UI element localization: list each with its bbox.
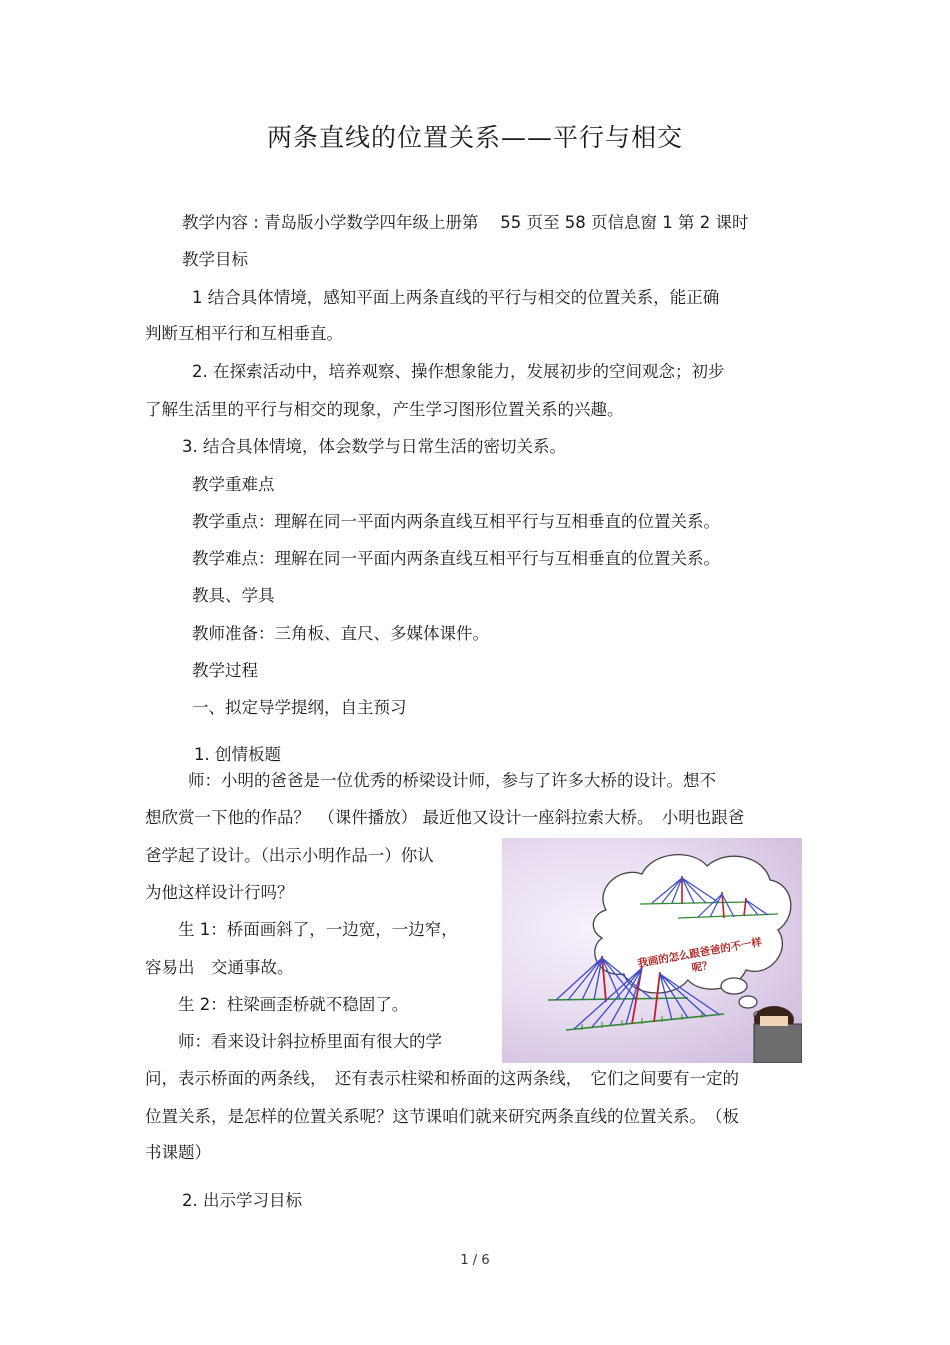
step-1-heading: 1. 创情板题 (194, 745, 281, 764)
key-point: 教学重点：理解在同一平面内两条直线互相平行与互相垂直的位置关系。 (192, 512, 720, 531)
teacher-preparation: 教师准备：三角板、直尺、多媒体课件。 (192, 624, 489, 643)
teacher-intro-line-a: 师：小明的爸爸是一位优秀的桥梁设计师，参与了许多大桥的设计。想不 (188, 771, 716, 790)
tools-heading: 教具、学具 (192, 586, 275, 605)
teacher-intro-line-d: 为他这样设计行吗？ (145, 883, 294, 902)
goal-3: 3. 结合具体情境，体会数学与日常生活的密切关系。 (182, 437, 566, 456)
difficult-point: 教学难点：理解在同一平面内两条直线互相平行与互相垂直的位置关系。 (192, 549, 720, 568)
section-1-heading: 一、拟定导学提纲，自主预习 (192, 698, 407, 717)
goal-2-line-a: 2. 在探索活动中，培养观察、操作想象能力，发展初步的空间观念；初步 (192, 362, 725, 381)
bridge-design-illustration (502, 838, 802, 1063)
goal-2-line-b: 了解生活里的平行与相交的现象，产生学习图形位置关系的兴趣。 (145, 400, 624, 419)
teacher-summary-line-c: 位置关系，是怎样的位置关系呢？这节课咱们就来研究两条直线的位置关系。 （板 (145, 1107, 739, 1126)
goal-1-line-a: 1 结合具体情境，感知平面上两条直线的平行与相交的位置关系，能正确 (192, 288, 720, 307)
step-2-heading: 2. 出示学习目标 (182, 1191, 302, 1210)
teaching-content-line: 教学内容 : 青岛版小学数学四年级上册第 55 页至 58 页信息窗 1 第 2 课时 (182, 213, 749, 232)
teacher-intro-line-c: 爸学起了设计。（出示小明作品一）你认 (145, 846, 434, 865)
key-difficult-heading: 教学重难点 (192, 475, 275, 494)
process-heading: 教学过程 (192, 661, 258, 680)
thought-bubble-text: 我画的怎么跟爸爸的不一样呢？ (636, 936, 763, 975)
teacher-summary-line-a: 师：看来设计斜拉桥里面有很大的学 (178, 1032, 442, 1051)
teacher-summary-line-d: 书课题） (145, 1143, 211, 1162)
student-2: 生 2：柱梁画歪桥就不稳固了。 (178, 995, 409, 1014)
student-1-line-b: 容易出 交通事故。 (145, 958, 294, 977)
document-title: 两条直线的位置关系——平行与相交 (266, 123, 683, 152)
goals-heading: 教学目标 (182, 250, 248, 269)
teacher-intro-line-b: 想欣赏一下他的作品？ （课件播放） 最近他又设计一座斜拉索大桥。 小明也跟爸 (145, 808, 745, 827)
page-number: 1 / 6 (460, 1253, 490, 1268)
teacher-summary-line-b: 问，表示桥面的两条线， 还有表示柱梁和桥面的这两条线， 它们之间要有一定的 (145, 1069, 739, 1088)
goal-1-line-b: 判断互相平行和互相垂直。 (145, 324, 343, 343)
student-1-line-a: 生 1：桥面画斜了，一边宽，一边窄， (178, 920, 458, 939)
child-figure (754, 1006, 802, 1063)
